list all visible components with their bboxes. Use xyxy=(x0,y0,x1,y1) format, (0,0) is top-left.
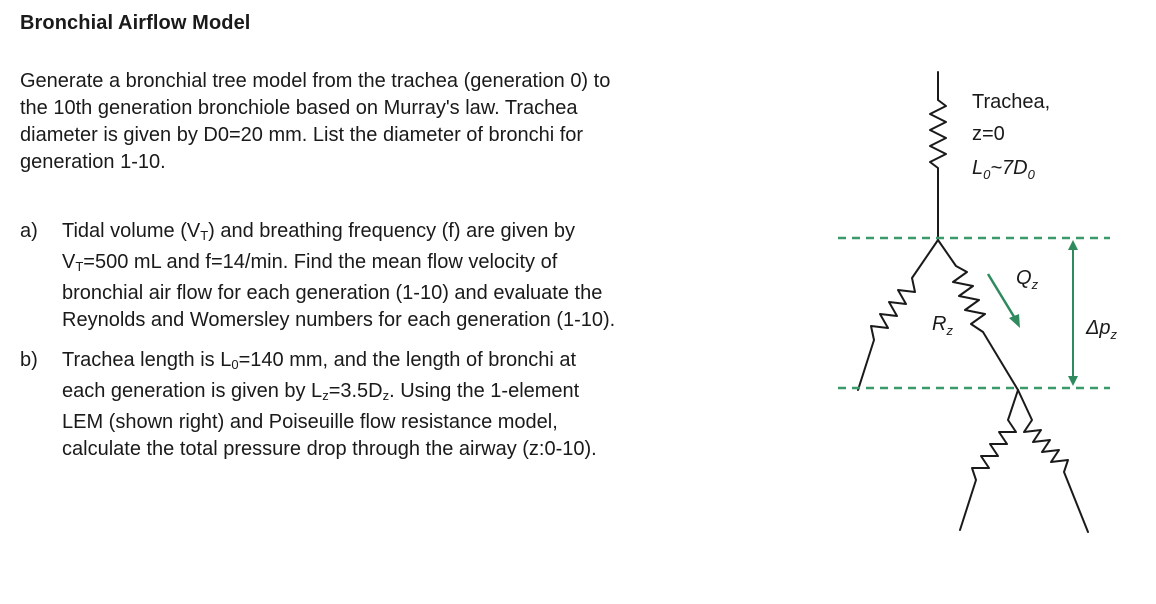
intro-line: Generate a bronchial tree model from the trachea (generation 0) to xyxy=(20,70,611,92)
right-branch-resistor xyxy=(938,240,1018,390)
question-line: each generation is given by $L_z=3.5D_z$. Using the 1-element xyxy=(62,380,580,403)
question-line: $V_T=500$ mL and f=14/min. Find the mean flow velocity of xyxy=(62,251,558,274)
trachea-label: Trachea, xyxy=(972,91,1051,113)
question-list xyxy=(20,218,840,476)
left-branch-resistor xyxy=(858,240,938,390)
pressure-label: $\Delta p_z$ xyxy=(1086,317,1118,342)
lower-right-branch-resistor xyxy=(1018,390,1088,532)
question-line: Tidal volume $(V_T)$ and breathing frequency (f) are given by xyxy=(62,220,576,243)
question-line: Trachea length is $L_0=140$ mm, and the length of bronchi at xyxy=(62,349,577,372)
length-label: $L_0\sim 7D_0$ xyxy=(972,157,1035,182)
question-marker: b) xyxy=(20,349,38,371)
pressure-arrow-head-bottom xyxy=(1068,376,1078,386)
generation-label: z=0 xyxy=(972,123,1005,145)
flow-label: $Q_z$ xyxy=(1016,267,1039,292)
intro-line: generation 1-10. xyxy=(20,151,166,173)
bronchial-lem-diagram xyxy=(820,60,1150,560)
intro-line: the 10th generation bronchiole based on Murray's law. Trachea xyxy=(20,97,578,119)
resistance-label: $R_z$ xyxy=(932,313,953,338)
page-title: Bronchial Airflow Model xyxy=(20,12,251,34)
intro-paragraph xyxy=(20,68,840,176)
question-marker: a) xyxy=(20,220,38,242)
flow-arrow xyxy=(988,274,1016,320)
question-a xyxy=(20,218,840,334)
question-line: calculate the total pressure drop through the airway (z:0-10). xyxy=(62,438,597,460)
pressure-arrow-head-top xyxy=(1068,240,1078,250)
flow-arrow-head xyxy=(1009,314,1020,328)
trachea-resistor xyxy=(930,72,946,240)
question-b xyxy=(20,347,840,463)
question-line: Reynolds and Womersley numbers for each generation (1-10). xyxy=(62,309,616,331)
question-line: LEM (shown right) and Poiseuille flow resistance model, xyxy=(62,411,558,433)
intro-line: diameter is given by D0=20 mm. List the diameter of bronchi for xyxy=(20,124,584,146)
lower-left-branch-resistor xyxy=(960,390,1018,530)
question-line: bronchial air flow for each generation (1-10) and evaluate the xyxy=(62,282,603,304)
